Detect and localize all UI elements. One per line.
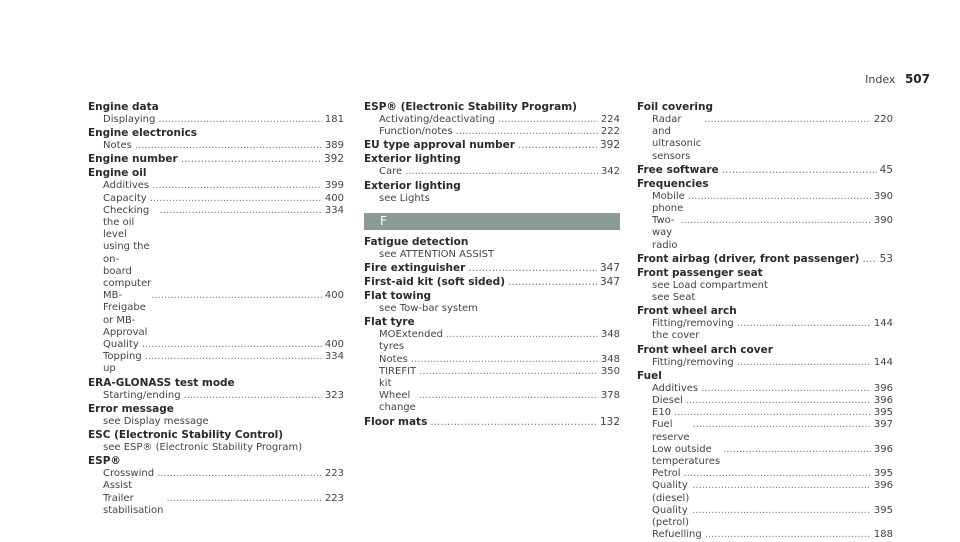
dot-leader <box>723 444 871 468</box>
subentry-text: E10 <box>652 407 672 419</box>
index-entry-heading[interactable] <box>364 416 620 429</box>
dot-leader <box>135 140 322 152</box>
dot-leader <box>701 383 871 395</box>
entry-title: Fatigue detection <box>364 235 469 248</box>
entry-title: Engine electronics <box>88 127 198 140</box>
index-entry-heading[interactable] <box>637 164 893 177</box>
index-entry <box>637 267 893 304</box>
dot-leader <box>184 390 322 402</box>
dot-leader <box>411 354 598 366</box>
index-subentry[interactable] <box>637 529 893 541</box>
dot-leader <box>684 468 871 480</box>
index-subentry[interactable] <box>364 390 620 414</box>
subentry-text: Function/notes <box>379 126 453 138</box>
entry-page-number[interactable]: 392 <box>599 139 620 152</box>
dot-leader <box>430 416 597 429</box>
subentry-page-number[interactable]: 395 <box>873 407 893 419</box>
index-column-1 <box>88 101 344 518</box>
subentry-text: Quality (diesel) <box>652 480 690 504</box>
subentry-page-number[interactable]: 390 <box>873 190 893 202</box>
index-subentry[interactable] <box>88 114 344 126</box>
index-column-2 <box>364 101 620 430</box>
index-subentry[interactable] <box>637 318 893 342</box>
subentry-text: Notes <box>379 353 408 365</box>
entry-title: ERA-GLONASS test mode <box>88 376 235 389</box>
subentry-page-number[interactable]: 220 <box>873 114 893 125</box>
subentry-page-number[interactable]: 390 <box>873 215 893 227</box>
dot-leader <box>737 357 871 369</box>
entry-title: Free software <box>637 163 719 176</box>
index-entry <box>364 101 620 138</box>
index-subentry[interactable] <box>637 383 893 395</box>
index-subentry[interactable] <box>88 290 344 339</box>
index-entry-heading <box>88 101 344 114</box>
cross-reference[interactable]: see ESP® (Electronic Stability Program) <box>103 442 303 454</box>
dot-leader <box>419 366 598 390</box>
index-entry <box>88 429 344 454</box>
subentry-page-number[interactable]: 144 <box>873 318 893 330</box>
index-entry-heading <box>364 101 620 114</box>
dot-leader <box>705 529 871 541</box>
subentry-text: Fitting/removing the cover <box>652 318 734 342</box>
index-entry-heading <box>637 101 893 114</box>
subentry-text: Topping up <box>103 351 142 375</box>
index-entry-heading <box>88 167 344 180</box>
subentry-page-number[interactable]: 396 <box>873 395 893 407</box>
entry-title: Foil covering <box>637 101 713 113</box>
index-subentry[interactable] <box>88 193 344 205</box>
index-subentry[interactable] <box>88 390 344 402</box>
index-entry <box>364 153 620 178</box>
index-subentry[interactable] <box>88 351 344 375</box>
index-subentry[interactable] <box>88 468 344 492</box>
subentry-page-number[interactable]: 188 <box>873 529 893 541</box>
dot-leader <box>157 468 322 492</box>
subentry-page-number[interactable]: 223 <box>324 468 344 480</box>
index-entry <box>637 253 893 266</box>
subentry-text: Care <box>379 166 403 178</box>
dot-leader <box>674 407 871 419</box>
subentry-page-number[interactable]: 323 <box>324 389 344 401</box>
index-subentry[interactable] <box>637 215 893 252</box>
entry-title: Flat tyre <box>364 316 415 329</box>
subentry-page-number[interactable]: 389 <box>324 140 344 152</box>
entry-page-number[interactable]: 53 <box>879 252 893 265</box>
entry-title: First-aid kit (soft sided) <box>364 276 505 289</box>
dot-leader <box>518 139 597 152</box>
index-subentry[interactable] <box>88 140 344 152</box>
dot-leader <box>508 276 597 289</box>
entry-title: Front wheel arch <box>637 305 737 318</box>
subentry-text: Activating/deactivating <box>379 114 495 125</box>
subentry-page-number[interactable]: 348 <box>600 329 620 341</box>
subentry-text: TIREFIT kit <box>379 365 417 390</box>
index-entry <box>637 178 893 252</box>
entry-page-number[interactable]: 347 <box>599 276 620 289</box>
index-entry-heading[interactable] <box>364 262 620 275</box>
entry-title: Engine data <box>88 101 159 113</box>
subentry-text: Notes <box>103 140 132 152</box>
subentry-page-number[interactable]: 396 <box>873 382 893 394</box>
index-subentry[interactable] <box>637 480 893 504</box>
index-entry <box>88 455 344 517</box>
index-entry-heading <box>88 455 344 468</box>
index-subentry[interactable] <box>637 468 893 480</box>
dot-leader <box>446 329 598 353</box>
subentry-text: Trailer stabilisation <box>103 492 164 516</box>
index-entry-heading[interactable] <box>364 276 620 289</box>
dot-leader <box>704 114 871 163</box>
subentry-page-number[interactable]: 400 <box>324 192 344 204</box>
subentry-page-number[interactable]: 395 <box>873 468 893 480</box>
dot-leader <box>166 493 321 517</box>
index-entry <box>364 139 620 152</box>
index-entry-heading <box>364 290 620 303</box>
index-entry <box>364 276 620 289</box>
subentry-page-number[interactable]: 224 <box>600 114 620 125</box>
index-entry-heading <box>364 236 620 249</box>
index-subentry[interactable] <box>364 166 620 178</box>
entry-title: Frequencies <box>637 177 709 190</box>
subentry-text: MB-Freigabe or MB-Approval <box>103 290 148 338</box>
dot-leader <box>693 419 871 443</box>
dot-leader <box>692 505 871 529</box>
index-subentry[interactable] <box>637 357 893 369</box>
index-entry <box>637 164 893 177</box>
dot-leader <box>150 193 322 205</box>
subentry-text: Petrol <box>652 468 681 480</box>
dot-leader <box>722 164 877 177</box>
dot-leader <box>151 290 322 339</box>
cross-reference[interactable]: see Lights <box>379 192 430 204</box>
subentry-text: Additives <box>652 382 699 394</box>
subentry-page-number[interactable]: 396 <box>873 480 893 492</box>
subentry-text: Crosswind Assist <box>103 468 155 492</box>
subentry-page-number[interactable]: 334 <box>324 204 344 216</box>
index-entry-heading <box>364 153 620 166</box>
entry-title: Engine number <box>88 153 178 166</box>
subentry-page-number[interactable]: 400 <box>324 339 344 351</box>
subentry-text: Mobile phone <box>652 190 685 215</box>
index-entry <box>637 344 893 369</box>
index-entry-heading <box>637 267 893 280</box>
cross-reference[interactable]: see Seat <box>652 292 696 304</box>
index-entry-heading <box>364 316 620 329</box>
entry-title: ESC (Electronic Stability Control) <box>88 429 284 442</box>
page-number: 507 <box>904 72 930 86</box>
index-entry-heading <box>88 429 344 442</box>
index-entry <box>88 167 344 375</box>
entry-title: EU type approval number <box>364 139 515 152</box>
index-entry-heading <box>88 127 344 140</box>
index-entry <box>88 403 344 428</box>
entry-page-number[interactable]: 132 <box>599 415 620 428</box>
subentry-text: Displaying <box>103 114 156 125</box>
subentry-text: Low outside temperatures <box>652 443 721 468</box>
dot-leader <box>498 114 598 126</box>
index-subentry[interactable] <box>637 191 893 215</box>
index-subentry[interactable] <box>364 329 620 353</box>
subentry-page-number[interactable]: 144 <box>873 356 893 368</box>
entry-title: Front passenger seat <box>637 266 763 279</box>
index-label: Index <box>865 73 896 86</box>
dot-leader <box>737 318 871 342</box>
index-subentry[interactable] <box>88 493 344 517</box>
index-entry <box>364 236 620 261</box>
subentry-text: Additives <box>103 180 150 192</box>
subentry-text: Fitting/removing <box>652 356 734 368</box>
index-entry <box>637 370 893 542</box>
subentry-text: Quality <box>103 339 139 351</box>
entry-page-number[interactable]: 347 <box>599 262 620 275</box>
index-subentry[interactable] <box>88 205 344 290</box>
dot-leader <box>862 253 876 266</box>
subentry-text: Refuelling <box>652 529 702 541</box>
index-entry <box>364 180 620 205</box>
index-subentry[interactable] <box>637 395 893 407</box>
index-entry-heading[interactable] <box>88 153 344 166</box>
subentry-page-number[interactable]: 397 <box>873 419 893 431</box>
subentry-text: Quality (petrol) <box>652 504 690 529</box>
subentry-text: Two-way radio <box>652 215 678 251</box>
subentry-page-number[interactable]: 222 <box>600 126 620 138</box>
entry-title: Flat towing <box>364 290 432 303</box>
subentry-page-number[interactable]: 378 <box>600 390 620 402</box>
subentry-text: Fuel reserve <box>652 419 690 443</box>
index-subentry[interactable] <box>364 354 620 366</box>
dot-leader <box>181 153 321 166</box>
index-entry <box>88 101 344 126</box>
index-subentry[interactable] <box>637 505 893 529</box>
subentry-page-number[interactable]: 350 <box>600 365 620 377</box>
page-header <box>865 72 930 86</box>
index-subentry[interactable] <box>88 339 344 351</box>
dot-leader <box>468 262 597 275</box>
index-entry <box>364 316 620 414</box>
subentry-page-number[interactable]: 342 <box>600 166 620 178</box>
entry-title: Floor mats <box>364 415 428 428</box>
dot-leader <box>688 191 871 215</box>
entry-title: Exterior lighting <box>364 153 461 166</box>
subentry-page-number[interactable]: 395 <box>873 504 893 516</box>
cross-reference[interactable]: see ATTENTION ASSIST <box>379 248 495 260</box>
entry-title: Exterior lighting <box>364 179 461 192</box>
entry-title: ESP® (Electronic Stability Program) <box>364 101 577 113</box>
index-entry <box>364 290 620 315</box>
section-letter-bar: F <box>364 213 620 230</box>
cross-reference[interactable]: see Tow-bar system <box>379 303 478 315</box>
dot-leader <box>419 390 598 414</box>
subentry-text: Checking the oil level using the on- board computer <box>103 204 152 290</box>
index-entry <box>88 153 344 166</box>
index-entry <box>364 416 620 429</box>
entry-page-number[interactable]: 392 <box>323 153 344 166</box>
index-entry-heading <box>364 180 620 193</box>
subentry-page-number[interactable]: 181 <box>324 114 344 125</box>
index-entry-heading[interactable] <box>364 139 620 152</box>
dot-leader <box>145 351 322 375</box>
subentry-text: Capacity <box>103 192 147 204</box>
entry-page-number[interactable]: 45 <box>879 163 893 176</box>
index-subentry[interactable] <box>364 114 620 126</box>
index-subentry[interactable] <box>637 114 893 163</box>
entry-title: Front wheel arch cover <box>637 343 773 356</box>
dot-leader <box>160 205 322 290</box>
subentry-text: Starting/ending <box>103 389 181 401</box>
entry-title: Fuel <box>637 369 662 382</box>
index-entry <box>637 101 893 163</box>
index-subentry[interactable] <box>637 407 893 419</box>
entry-title: Front airbag (driver, front passenger) <box>637 252 860 265</box>
index-entry <box>88 377 344 402</box>
index-entry-heading <box>637 344 893 357</box>
index-entry <box>88 127 344 152</box>
subentry-page-number[interactable]: 400 <box>324 290 344 302</box>
cross-reference[interactable]: see Display message <box>103 415 209 427</box>
entry-title: ESP® <box>88 455 121 468</box>
dot-leader <box>158 114 322 126</box>
dot-leader <box>456 126 598 138</box>
entry-title: Engine oil <box>88 167 147 180</box>
subentry-text: Radar and ultrasonic sensors <box>652 114 702 162</box>
index-entry-heading <box>637 370 893 383</box>
dot-leader <box>142 339 322 351</box>
entry-title: Fire extinguisher <box>364 262 466 275</box>
index-entry <box>364 262 620 275</box>
dot-leader <box>680 215 870 252</box>
index-entry-heading <box>88 377 344 390</box>
subentry-page-number[interactable]: 399 <box>324 180 344 192</box>
subentry-text: MOExtended tyres <box>379 329 443 353</box>
index-entry-heading <box>637 178 893 191</box>
index-column-3 <box>637 101 893 542</box>
index-subentry[interactable] <box>637 419 893 443</box>
dot-leader <box>692 480 871 504</box>
index-subentry[interactable] <box>364 126 620 138</box>
index-subentry[interactable] <box>637 444 893 468</box>
subentry-page-number[interactable]: 223 <box>324 492 344 504</box>
index-entry-heading[interactable] <box>637 253 893 266</box>
index-entry-heading <box>88 403 344 416</box>
dot-leader <box>405 166 598 178</box>
cross-reference[interactable]: see Load compartment <box>652 279 768 291</box>
subentry-text: Wheel change <box>379 390 416 414</box>
subentry-page-number[interactable]: 396 <box>873 443 893 455</box>
index-subentry[interactable] <box>88 180 344 192</box>
entry-title: Error message <box>88 402 174 415</box>
subentry-page-number[interactable]: 334 <box>324 351 344 363</box>
index-subentry[interactable] <box>364 366 620 390</box>
subentry-text: Diesel <box>652 395 683 407</box>
dot-leader <box>686 395 871 407</box>
subentry-page-number[interactable]: 348 <box>600 353 620 365</box>
index-entry-heading <box>637 305 893 318</box>
dot-leader <box>152 180 322 192</box>
index-entry <box>637 305 893 342</box>
